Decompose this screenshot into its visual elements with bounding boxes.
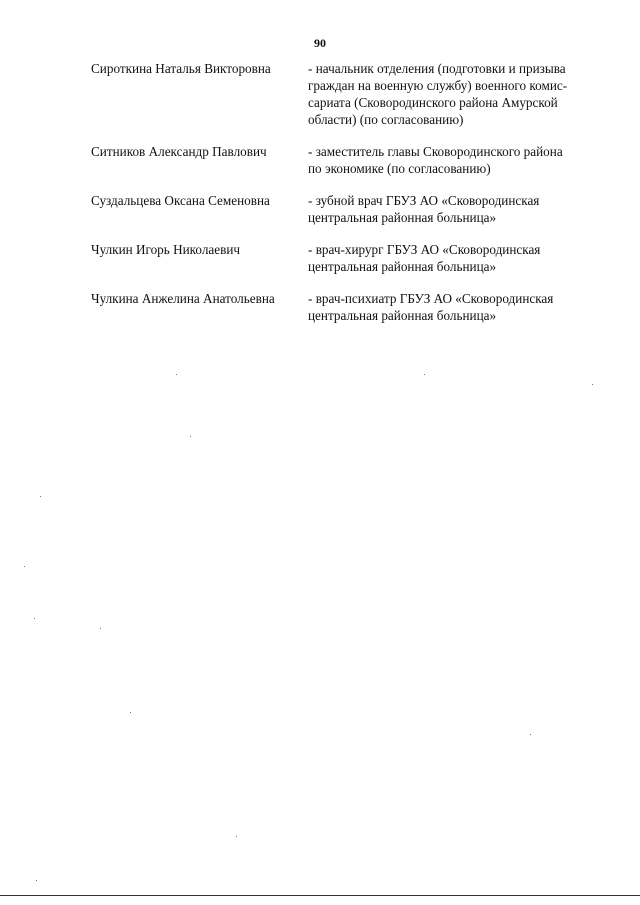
scan-speck bbox=[24, 566, 25, 567]
scan-speck bbox=[176, 374, 177, 375]
member-entry bbox=[91, 60, 601, 128]
bottom-scan-edge bbox=[0, 895, 640, 896]
member-role-line: - начальник отделения (подготовки и призыва bbox=[308, 61, 566, 76]
member-role-line: - зубной врач ГБУЗ АО «Сковородинская bbox=[308, 193, 540, 208]
scan-speck bbox=[100, 628, 101, 629]
member-name: Сироткина Наталья Викторовна bbox=[91, 61, 271, 76]
page-number: 90 bbox=[314, 36, 326, 50]
member-role bbox=[308, 143, 601, 177]
member-role-line: центральная районная больница» bbox=[308, 259, 497, 274]
scan-speck bbox=[592, 384, 593, 385]
member-name: Чулкина Анжелина Анатольевна bbox=[91, 291, 275, 306]
member-role bbox=[308, 60, 601, 128]
member-role bbox=[308, 241, 601, 275]
member-role-line: центральная районная больница» bbox=[308, 308, 497, 323]
member-name: Чулкин Игорь Николаевич bbox=[91, 242, 241, 257]
scan-speck bbox=[530, 734, 531, 735]
scan-speck bbox=[34, 618, 35, 619]
member-role-line: центральная районная больница» bbox=[308, 210, 497, 225]
scan-speck bbox=[190, 436, 191, 437]
member-role-line: области) (по согласованию) bbox=[308, 112, 464, 127]
member-role-line: сариата (Сковородинского района Амурской bbox=[308, 95, 558, 110]
member-entry bbox=[91, 290, 601, 324]
member-entry bbox=[91, 192, 601, 226]
member-role-line: по экономике (по согласованию) bbox=[308, 161, 491, 176]
member-role-line: - врач-психиатр ГБУЗ АО «Сковородинская bbox=[308, 291, 554, 306]
scan-speck bbox=[236, 836, 237, 837]
scan-speck bbox=[130, 712, 131, 713]
member-entry bbox=[91, 143, 601, 177]
member-name: Ситников Александр Павлович bbox=[91, 144, 267, 159]
member-role bbox=[308, 290, 601, 324]
scan-speck bbox=[36, 880, 37, 881]
member-role-line: - врач-хирург ГБУЗ АО «Сковородинская bbox=[308, 242, 541, 257]
member-role bbox=[308, 192, 601, 226]
scan-speck bbox=[424, 374, 425, 375]
member-entry bbox=[91, 241, 601, 275]
scan-speck bbox=[40, 496, 41, 497]
member-name: Суздальцева Оксана Семеновна bbox=[91, 193, 270, 208]
member-role-line: - заместитель главы Сковородинского района bbox=[308, 144, 563, 159]
member-role-line: граждан на военную службу) военного комис- bbox=[308, 78, 568, 93]
members-list bbox=[91, 60, 601, 339]
